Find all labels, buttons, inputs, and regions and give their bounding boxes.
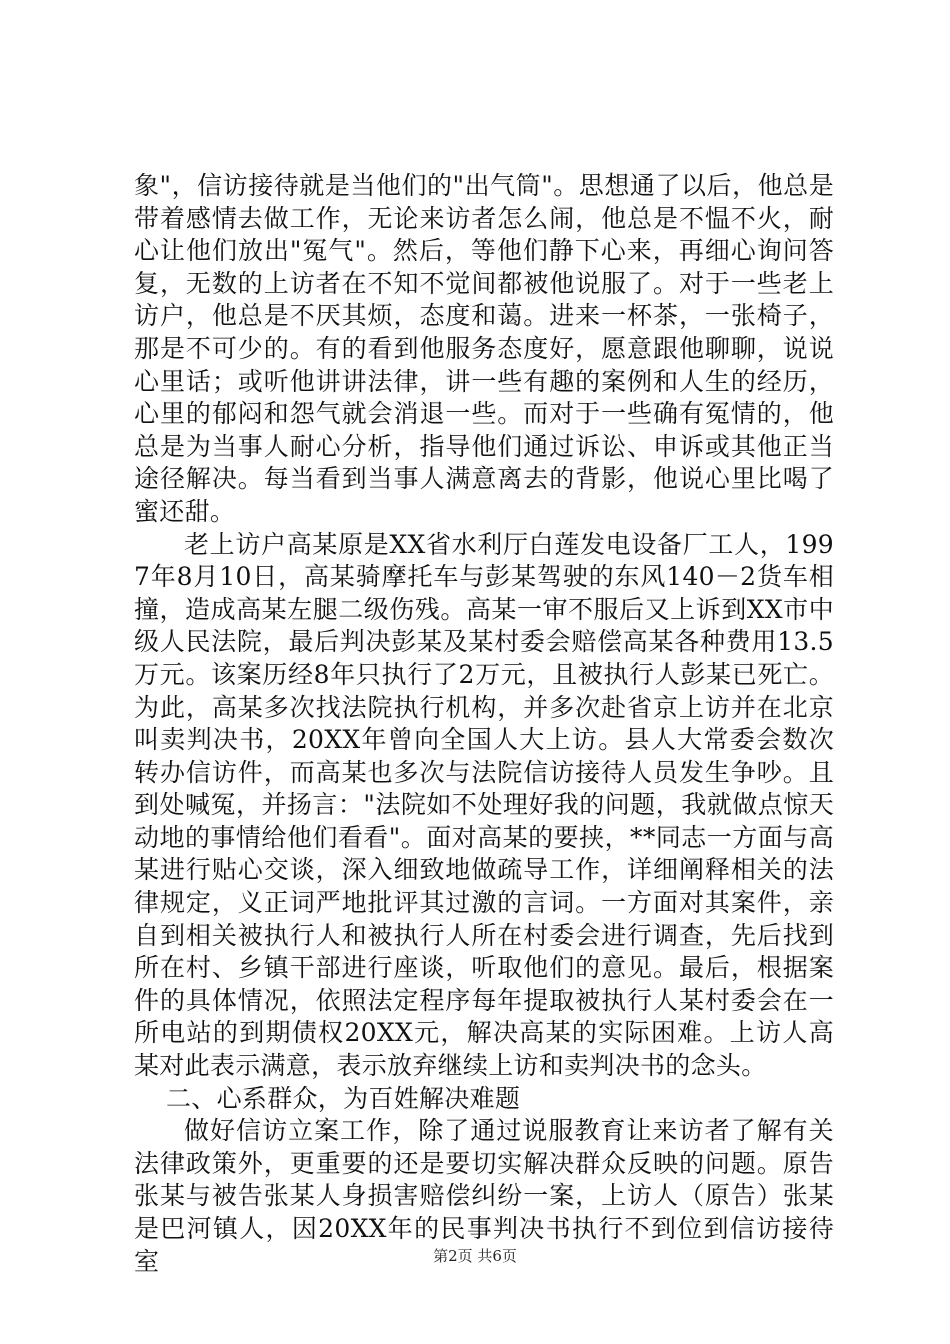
section-heading: 二、心系群众，为百姓解决难题	[166, 1083, 521, 1113]
document-body	[134, 170, 834, 1278]
paragraph-continuation: 象"，信访接待就是当他们的"出气筒"。思想通了以后，他总是带着感情去做工作，无论来访者怎么闹，他总是不愠不火，耐心让他们放出"冤气"。然后，等他们静下心来，再细心询问答复，无数的上访者在不知不觉间都被他说服了。对于一些老上访户，他总是不厌其烦，态度和蔼。进来一杯茶，一张椅子，那是不可少的。有的看到他服务态度好，愿意跟他聊聊，说说心里话；或听他讲讲法律，讲一些有趣的案例和人生的经历，心里的郁闷和怨气就会消退一些。而对于一些确有冤情的，他总是为当事人耐心分析，指导他们通过诉讼、申诉或其他正当途径解决。每当看到当事人满意离去的背影，他说心里比喝了蜜还甜。	[134, 171, 834, 526]
paragraph-filing-work: 做好信访立案工作，除了通过说服教育让来访者了解有关法律政策外，更重要的还是要切实解决群众反映的问题。原告张某与被告张某人身损害赔偿纠纷一案，上访人（原告）张某是巴河镇人，因20XX年的民事判决书执行不到位到信访接待室	[134, 1116, 834, 1276]
page-footer: 第2页 共6页	[433, 1247, 517, 1265]
paragraph-case-gao: 老上访户高某原是XX省水利厅白莲发电设备厂工人，1997年8月10日，高某骑摩托车与彭某驾驶的东风140－2货车相撞，造成高某左腿二级伤残。高某一审不服后又上诉到XX市中级人民法院，最后判决彭某及某村委会赔偿高某各种费用13.5万元。该案历经8年只执行了2万元，且被执行人彭某已死亡。为此，高某多次找法院执行机构，并多次赴省京上访并在北京叫卖判决书，20XX年曾向全国人大上访。县人大常委会数次转办信访件，而高某也多次与法院信访接待人员发生争吵。且到处喊冤，并扬言："法院如不处理好我的问题，我就做点惊天动地的事情给他们看看"。面对高某的要挟，**同志一方面与高某进行贴心交谈，深入细致地做疏导工作，详细阐释相关的法律规定，义正词严地批评其过激的言词。一方面对其案件，亲自到相关被执行人和被执行人所在村委会进行调查，先后找到所在村、乡镇干部进行座谈，听取他们的意见。最后，根据案件的具体情况，依照法定程序每年提取被执行人某村委会在一所电站的到期债权20XX元，解决高某的实际困难。上访人高某对此表示满意，表示放弃继续上访和卖判决书的念头。	[134, 529, 834, 1081]
